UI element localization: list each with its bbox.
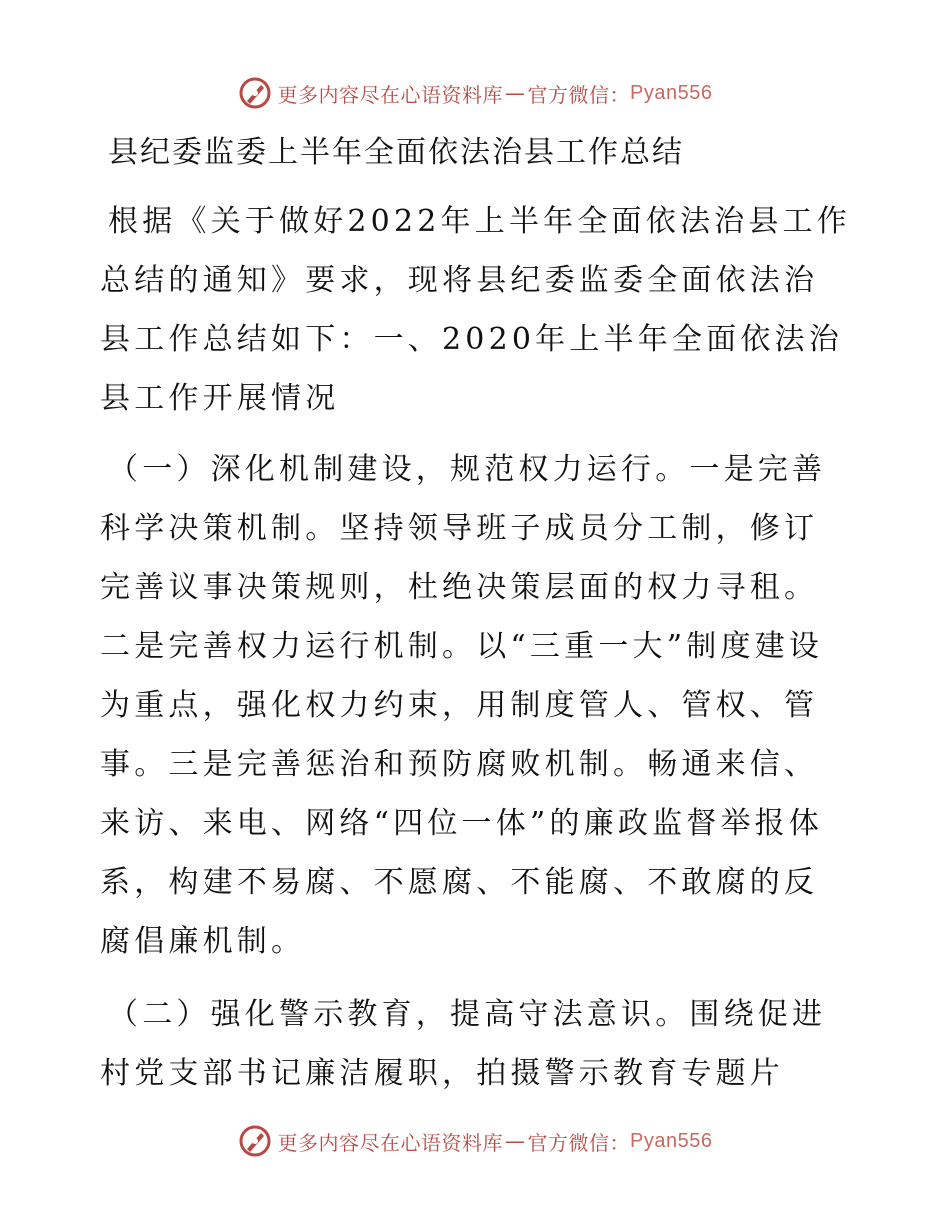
paragraph-section-2: （二）强化警示教育，提高守法意识。围绕促进村党支部书记廉洁履职，拍摄警示教育专题片 (100, 997, 827, 1091)
watermark-text: 更多内容尽在心语资料库 (277, 82, 504, 107)
watermark-dash: — (505, 1129, 526, 1153)
watermark-account-id: Pyan556 (630, 81, 713, 104)
pen-logo-icon (238, 1124, 272, 1158)
header-watermark (0, 76, 950, 110)
paragraph-section-1: （一）深化机制建设，规范权力运行。一是完善科学决策机制。坚持领导班子成员分工制，修订完善议事决策规则，杜绝决策层面的权力寻租。二是完善权力运行机制。以“三重一大”制度建设为重点，强化权力约束，用制度管人、管权、管事。三是完善惩治和预防腐败机制。畅通来信、来访、来电、网络“四位一体”的廉政监督举报体系，构建不易腐、不愿腐、不能腐、不敢腐的反腐倡廉机制。 (100, 452, 827, 959)
watermark-text: 更多内容尽在心语资料库 (277, 1130, 504, 1155)
pen-logo-icon (238, 76, 272, 110)
watermark-dash: — (505, 81, 526, 105)
watermark-account-label: 官方微信： (527, 1130, 631, 1155)
footer-watermark (0, 1124, 950, 1158)
watermark-account-id: Pyan556 (630, 1129, 713, 1152)
document-title: 县纪委监委上半年全面依法治县工作总结 (108, 135, 684, 170)
paragraph-intro: 根据《关于做好2022年上半年全面依法治县工作总结的通知》要求，现将县纪委监委全面依法治县工作总结如下：一、2020年上半年全面依法治县工作开展情况 (100, 204, 851, 416)
watermark-account-label: 官方微信： (527, 82, 631, 107)
